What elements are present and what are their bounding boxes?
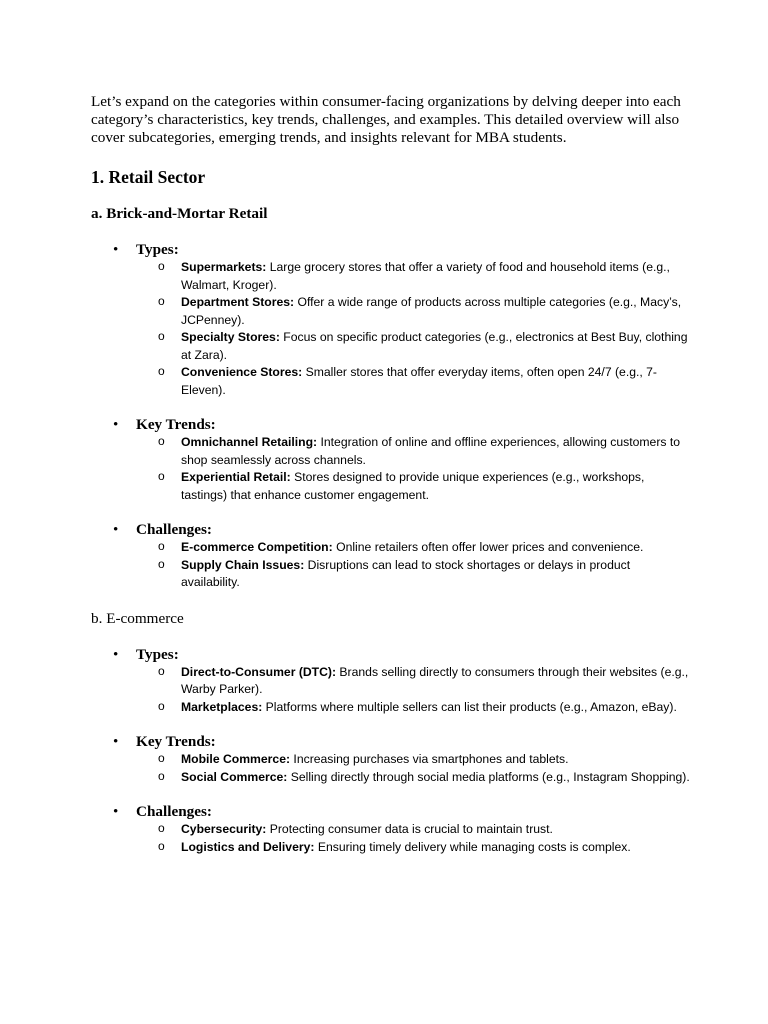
sub-list bbox=[91, 664, 691, 717]
bullet-icon: • bbox=[113, 521, 119, 538]
list-item bbox=[91, 699, 691, 717]
group-heading-text: Key Trends: bbox=[136, 416, 216, 433]
list-item bbox=[91, 664, 691, 699]
document-page bbox=[91, 93, 691, 873]
item-text: Large grocery stores that offer a variety of food and household items (e.g., Walmart, Kroger). bbox=[181, 260, 670, 292]
item-label: Marketplaces: bbox=[181, 699, 263, 714]
item-text: Focus on specific product categories (e.g., electronics at Best Buy, clothing at Zara). bbox=[181, 330, 688, 362]
sub-list bbox=[91, 751, 691, 786]
circle-bullet-icon: o bbox=[158, 434, 165, 448]
bullet-icon: • bbox=[113, 416, 119, 433]
item-label: Department Stores: bbox=[181, 295, 295, 309]
list-item bbox=[91, 294, 691, 329]
item-label: Experiential Retail: bbox=[181, 470, 291, 484]
subsections bbox=[91, 204, 691, 856]
item-label: Logistics and Delivery: bbox=[181, 839, 315, 854]
group-heading bbox=[91, 733, 691, 751]
list-item bbox=[91, 259, 691, 294]
item-text: Smaller stores that offer everyday items, often open 24/7 (e.g., 7-Eleven). bbox=[181, 365, 657, 397]
list-item bbox=[91, 364, 691, 399]
circle-bullet-icon: o bbox=[158, 364, 165, 378]
item-text: Selling directly through social media platforms (e.g., Instagram Shopping). bbox=[287, 769, 690, 784]
list-item bbox=[91, 434, 691, 469]
item-text: Offer a wide range of products across multiple categories (e.g., Macy’s, JCPenney). bbox=[181, 295, 682, 327]
group-heading bbox=[91, 521, 691, 539]
list-item bbox=[91, 329, 691, 364]
group-heading-text: Types: bbox=[136, 241, 179, 258]
group-heading bbox=[91, 416, 691, 434]
list-item bbox=[91, 751, 691, 769]
circle-bullet-icon: o bbox=[158, 469, 165, 483]
list-item bbox=[91, 539, 691, 557]
bullet-group bbox=[91, 416, 691, 504]
list-item bbox=[91, 821, 691, 839]
subsection-heading: a. Brick-and-Mortar Retail bbox=[91, 205, 268, 222]
item-text: Brands selling directly to consumers through their websites (e.g., Warby Parker). bbox=[181, 664, 689, 696]
circle-bullet-icon: o bbox=[158, 698, 165, 713]
circle-bullet-icon: o bbox=[158, 539, 165, 553]
group-heading bbox=[91, 241, 691, 259]
bullet-group bbox=[91, 646, 691, 717]
group-heading-text: Types: bbox=[136, 645, 179, 663]
item-text: Increasing purchases via smartphones and tablets. bbox=[290, 752, 569, 766]
subsection bbox=[91, 609, 691, 857]
group-heading bbox=[91, 646, 691, 664]
subsection bbox=[91, 204, 691, 592]
bullet-group bbox=[91, 241, 691, 399]
circle-bullet-icon: o bbox=[158, 294, 165, 308]
intro-paragraph: Let’s expand on the categories within consumer-facing organizations by delving deeper into each category’s characteristics, key trends, challenges, and examples. This detailed overview will also cover subcategories, emerging trends, and insights relevant for MBA students. bbox=[91, 93, 681, 146]
group-heading-text: Challenges: bbox=[136, 521, 212, 538]
item-label: Specialty Stores: bbox=[181, 330, 280, 344]
subsection-heading: b. E-commerce bbox=[91, 609, 184, 627]
bullet-group bbox=[91, 521, 691, 592]
bullet-icon: • bbox=[113, 645, 119, 663]
item-text: Disruptions can lead to stock shortages or delays in product availability. bbox=[181, 557, 631, 589]
item-text: Protecting consumer data is crucial to maintain trust. bbox=[266, 822, 553, 836]
item-label: Mobile Commerce: bbox=[181, 752, 291, 766]
item-label: Direct-to-Consumer (DTC): bbox=[181, 664, 337, 679]
item-text: Stores designed to provide unique experiences (e.g., workshops, tastings) that enhance customer engagement. bbox=[181, 470, 645, 502]
circle-bullet-icon: o bbox=[158, 768, 165, 783]
sub-list bbox=[91, 434, 691, 504]
list-item bbox=[91, 769, 691, 787]
bullet-group bbox=[91, 733, 691, 786]
list-item bbox=[91, 557, 691, 592]
bullet-icon: • bbox=[113, 733, 119, 750]
item-label: Supermarkets: bbox=[181, 260, 267, 274]
bullet-icon: • bbox=[113, 241, 119, 258]
bullet-group bbox=[91, 803, 691, 856]
group-heading-text: Challenges: bbox=[136, 803, 212, 820]
list-item bbox=[91, 469, 691, 504]
item-text: Ensuring timely delivery while managing costs is complex. bbox=[314, 839, 631, 854]
list-item bbox=[91, 839, 691, 857]
item-label: Cybersecurity: bbox=[181, 822, 267, 836]
sub-list bbox=[91, 539, 691, 592]
circle-bullet-icon: o bbox=[158, 556, 165, 571]
group-heading bbox=[91, 803, 691, 821]
item-label: Social Commerce: bbox=[181, 769, 288, 784]
item-label: Convenience Stores: bbox=[181, 365, 303, 379]
sub-list bbox=[91, 259, 691, 399]
section-heading: 1. Retail Sector bbox=[91, 167, 206, 187]
item-label: Supply Chain Issues: bbox=[181, 557, 305, 572]
item-text: Integration of online and offline experiences, allowing customers to shop seamlessly across channels. bbox=[181, 435, 681, 467]
item-text: Platforms where multiple sellers can list their products (e.g., Amazon, eBay). bbox=[262, 699, 677, 714]
group-heading-text: Key Trends: bbox=[136, 733, 216, 750]
circle-bullet-icon: o bbox=[158, 259, 165, 273]
item-label: E-commerce Competition: bbox=[181, 540, 333, 554]
circle-bullet-icon: o bbox=[158, 663, 165, 678]
item-label: Omnichannel Retailing: bbox=[181, 435, 318, 449]
circle-bullet-icon: o bbox=[158, 751, 165, 765]
bullet-icon: • bbox=[113, 803, 119, 820]
sub-list bbox=[91, 821, 691, 856]
circle-bullet-icon: o bbox=[158, 838, 165, 853]
circle-bullet-icon: o bbox=[158, 329, 165, 343]
circle-bullet-icon: o bbox=[158, 821, 165, 835]
item-text: Online retailers often offer lower prices and convenience. bbox=[332, 540, 644, 554]
